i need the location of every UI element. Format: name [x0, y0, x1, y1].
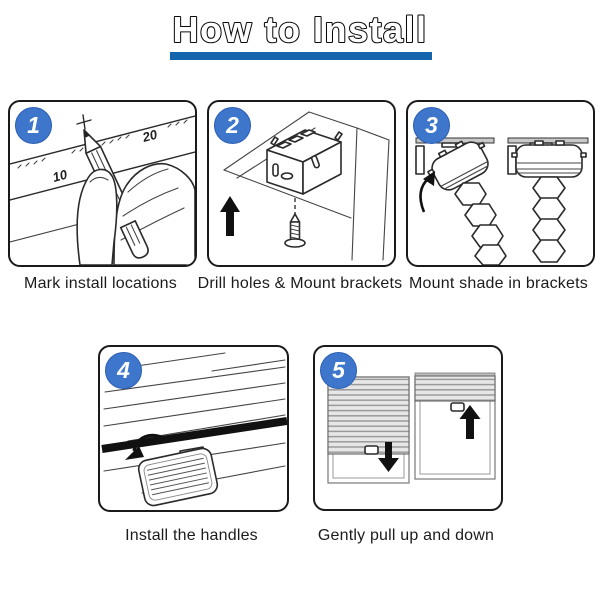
step-caption-4: Install the handles — [125, 527, 258, 544]
screw — [285, 214, 305, 247]
step-panel-3 — [406, 100, 595, 267]
page-title-text: How to Install — [172, 9, 428, 50]
shade-tilted-into-bracket — [416, 133, 506, 265]
step-caption-5: Gently pull up and down — [317, 527, 495, 544]
honeycomb-cells-left — [455, 183, 506, 265]
shade-seated-in-bracket — [508, 138, 588, 262]
page-title — [0, 4, 600, 56]
step-caption-1: Mark install locations — [24, 275, 177, 292]
step-caption-2: Drill holes & Mount brackets — [197, 275, 403, 292]
title-underline-bar — [170, 52, 432, 60]
rotate-arrow-icon — [420, 178, 429, 212]
step-number-badge: 2 — [214, 107, 251, 144]
tape-label-10: 10 — [50, 166, 69, 185]
thumb — [77, 169, 117, 265]
pleated-shade-up — [415, 376, 495, 401]
shade-raised — [415, 373, 495, 479]
tape-label-20: 20 — [140, 126, 159, 145]
bottom-rail — [102, 421, 287, 449]
pencil-cross-mark — [77, 115, 91, 129]
honeycomb-cells-right — [533, 177, 565, 262]
step-panel-2 — [207, 100, 396, 267]
up-arrow-icon — [220, 196, 240, 236]
step-panel-4 — [98, 345, 289, 512]
handle-tab — [451, 403, 464, 411]
step-caption-3: Mount shade in brackets — [409, 275, 588, 292]
mounting-bracket — [267, 130, 342, 194]
pull-handle — [137, 447, 219, 507]
step-number-badge: 3 — [413, 107, 450, 144]
handle-tab — [365, 446, 378, 454]
step-panel-1 — [8, 100, 197, 267]
shade-lowered — [328, 377, 409, 483]
step-number-badge: 1 — [15, 107, 52, 144]
step-number-badge: 5 — [320, 352, 357, 389]
step-number-badge: 4 — [105, 352, 142, 389]
step-panel-5 — [313, 345, 503, 511]
